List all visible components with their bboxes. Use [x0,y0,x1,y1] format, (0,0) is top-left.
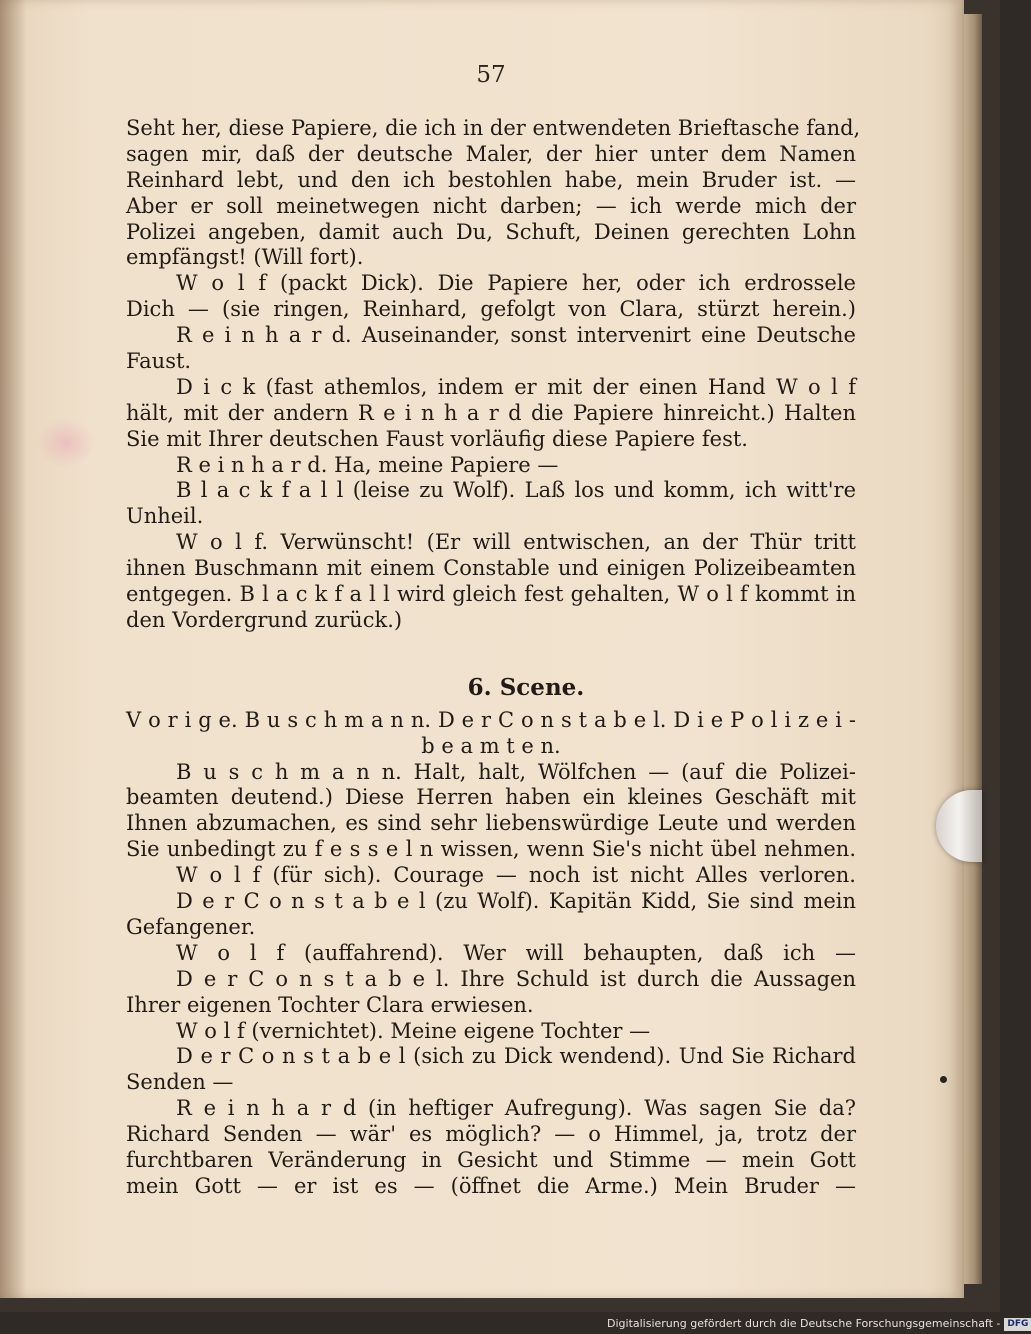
text-line: Richard Senden — wär' es möglich? — o Himmel, ja, trotz der [126,1122,856,1147]
text-before-heading [126,116,861,634]
text-line: den Vordergrund zurück.) [126,607,403,632]
text-line: W o l f. Verwünscht! (Er will entwischen, an der Thür tritt [176,530,856,555]
text-line: hält, mit der andern R e i n h a r d die Papiere hinreicht.) Halten [126,400,856,425]
dfg-logo: DFG [1004,1318,1031,1331]
footer-credit [607,1316,1029,1332]
text-line: Sie mit Ihrer deutschen Faust vorläufig diese Papiere fest. [126,426,748,451]
text-line: D e r C o n s t a b e l. Ihre Schuld ist durch die Aussagen [176,966,856,991]
text-line: Aber er soll meinetwegen nicht darben; — ich werde mich der [126,193,856,218]
text-line: D e r C o n s t a b e l (zu Wolf). Kapitän Kidd, Sie sind mein [176,889,856,914]
text-line: Ihnen abzumachen, es sind sehr liebenswürdige Leute und werden [126,811,856,836]
body-text [126,116,861,1200]
text-line: Unheil. [126,504,204,529]
text-line: R e i n h a r d. Auseinander, sonst intervenirt eine Deutsche [176,323,856,348]
text-after-heading [126,708,856,1200]
text-line: furchtbaren Veränderung in Gesicht und Stimme — mein Gott [126,1147,856,1172]
text-line: Ihrer eigenen Tochter Clara erwiesen. [126,992,534,1017]
scene-heading: 6. Scene. [467,673,585,701]
text-line: beamten deutend.) Diese Herren haben ein kleines Geschäft mit [126,785,856,810]
text-line: W o l f (vernichtet). Meine eigene Tochter — [176,1018,651,1043]
text-line: B u s c h m a n n. Halt, halt, Wölfchen — (auf die Polizei- [176,759,856,784]
ink-dot [940,1076,947,1083]
text-line: D e r C o n s t a b e l (sich zu Dick wendend). Und Sie Richard [176,1044,856,1069]
text-line: sagen mir, daß der deutsche Maler, der hier unter dem Namen [126,141,856,166]
text-line: W o l f (für sich). Courage — noch ist nicht Alles verloren. [176,863,856,888]
text-line: Senden — [126,1070,234,1095]
text-line: empfängst! (Will fort). [126,245,364,270]
text-line: Dich — (sie ringen, Reinhard, gefolgt von Clara, stürzt herein.) [126,297,856,322]
footer-text: Digitalisierung gefördert durch die Deutsche Forschungsgemeinschaft - [607,1317,1001,1330]
text-line: Faust. [126,349,192,374]
text-line: ihnen Buschmann mit einem Constable und einigen Polizeibeamten [126,556,856,581]
text-line: D i c k (fast athemlos, indem er mit der einen Hand W o l f [176,374,856,399]
page-number: 57 [476,62,506,88]
text-line: R e i n h a r d. Ha, meine Papiere — [176,452,559,477]
text-line: Seht her, diese Papiere, die ich in der entwendeten Brieftasche fand, [126,116,861,140]
text-line: B l a c k f a l l (leise zu Wolf). Laß los und komm, ich witt're [176,478,856,503]
text-line: V o r i g e. B u s c h m a n n. D e r C o n s t a b e l. D i e P o l i z e i - [126,707,856,732]
book-page-edge [962,14,982,1284]
text-line: Reinhard lebt, und den ich bestohlen habe, mein Bruder ist. — [126,167,856,192]
spine-shadow [0,0,26,1298]
text-line: entgegen. B l a c k f a l l wird gleich fest gehalten, W o l f kommt in [126,582,856,607]
text-line: W o l f (packt Dick). Die Papiere her, oder ich erdrossele [176,271,856,296]
text-line: Sie unbedingt zu f e s s e l n wissen, wenn Sie's nicht übel nehmen. [126,837,856,862]
text-line: Polizei angeben, damit auch Du, Schuft, Deinen gerechten Lohn [126,219,856,244]
page-stain [36,418,96,468]
text-line: W o l f (auffahrend). Wer will behaupten, daß ich — [176,940,856,965]
text-line: Gefangener. [126,914,256,939]
text-line: R e i n h a r d (in heftiger Aufregung). Was sagen Sie da? [176,1096,856,1121]
text-line: mein Gott — er ist es — (öffnet die Arme.) Mein Bruder — [126,1173,856,1198]
text-line: b e a m t e n. [421,733,561,758]
